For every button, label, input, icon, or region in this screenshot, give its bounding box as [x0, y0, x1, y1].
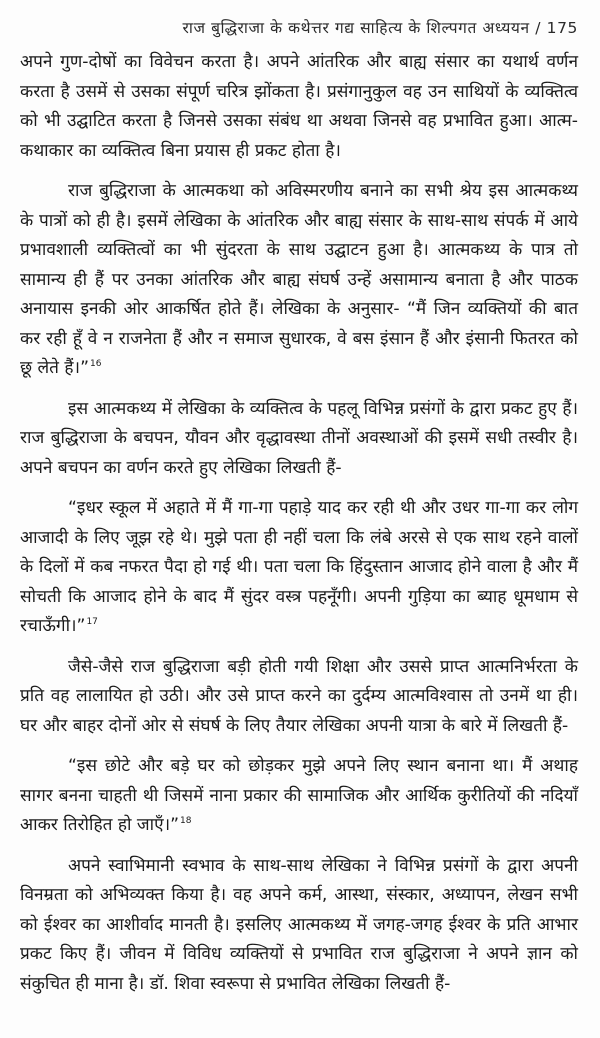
paragraph-text: राज बुद्धिराजा के आत्मकथा को अविस्मरणीय बनाने का सभी श्रेय इस आत्मकथ्य के पात्रों को ही है। इसमें लेखिका के आंतरिक और बाह्य संसार के साथ-साथ संपर्क में आये प्रभावशाली व्यक्तित्वों का भी सुंदरता के साथ उद्घाटन हुआ है। आत्मकथ्य के पात्र तो सामान्य ही हैं पर उनका आंतरिक और बाह्य संघर्ष उन्हें असामान्य बनाता है और पाठक अनायास इनकी ओर आकर्षित होते हैं। लेखिका के अनुसार- “मैं जिन व्यक्तियों की बात कर रही हूँ वे न राजनेता हैं और न समाज सुधारक, वे बस इंसान हैं और इंसानी फितरत को छू लेते हैं।” [20, 181, 578, 378]
block-quote [20, 752, 578, 841]
paragraph [20, 653, 578, 742]
footnote-marker: 17 [86, 617, 98, 628]
paragraph [20, 395, 578, 484]
paragraph-text: अपने स्वाभिमानी स्वभाव के साथ-साथ लेखिका ने विभिन्न प्रसंगों के द्वारा अपनी विनम्रता को अभिव्यक्त किया है। वह अपने कर्म, आस्था, संस्कार, अध्यापन, लेखन सभी को ईश्वर का आशीर्वाद मानती है। इसलिए आत्मकथ्य में जगह-जगह ईश्वर के प्रति आभार प्रकट किए हैं। जीवन में विविध व्यक्तियों से प्रभावित राज बुद्धिराजा ने अपने ज्ञान को संकुचित ही माना है। डॉ. शिवा स्वरूपा से प्रभावित लेखिका लिखती हैं- [20, 855, 578, 994]
paragraph-text: जैसे-जैसे राज बुद्धिराजा बड़ी होती गयी शिक्षा और उससे प्राप्त आत्मनिर्भरता के प्रति वह लालायित हो उठी। और उसे प्राप्त करने का दुर्दम्य आत्मविश्वास तो उनमें था ही। घर और बाहर दोनों ओर से संघर्ष के लिए तैयार लेखिका अपनी यात्रा के बारे में लिखती हैं- [20, 656, 578, 736]
block-quote [20, 494, 578, 642]
running-title: राज बुद्धिराजा के कथेत्तर गद्य साहित्य के शिल्पगत अध्ययन [182, 19, 530, 37]
header-separator: / [529, 19, 547, 37]
footnote-marker: 16 [89, 359, 102, 370]
quote-text: “इस छोटे और बड़े घर को छोड़कर मुझे अपने लिए स्थान बनाना था। मैं अथाह सागर बनना चाहती थी जिसमें नाना प्रकार की सामाजिक और आर्थिक कुरीतियों की नदियाँ आकर तिरोहित हो जाएँ।” [20, 756, 578, 835]
paragraph-continuation [20, 48, 578, 166]
paragraph-text: अपने गुण-दोषों का विवेचन करता है। अपने आंतरिक और बाह्य संसार का यथार्थ वर्णन करता है उसमें से उसका संपूर्ण चरित्र झोंकता है। प्रसंगानुकुल वह उन साथियों के व्यक्तित्व को भी उद्घाटित करता है जिनसे उसका संबंध था अथवा जिनसे वह प्रभावित हुआ। आत्म-कथाकार का व्यक्तित्व बिना प्रयास ही प्रकट होता है। [20, 52, 578, 161]
paragraph [20, 177, 578, 384]
body-text [20, 48, 578, 1010]
footnote-marker: 18 [180, 816, 192, 827]
paragraph-text: इस आत्मकथ्य में लेखिका के व्यक्तित्व के पहलू विभिन्न प्रसंगों के द्वारा प्रकट हुए हैं। राज बुद्धिराजा के बचपन, यौवन और वृद्धावस्था तीनों अवस्थाओं की इसमें सधी तस्वीर है। अपने बचपन का वर्णन करते हुए लेखिका लिखती हैं- [20, 398, 578, 478]
paragraph [20, 852, 578, 1000]
page-number: 175 [546, 19, 578, 37]
running-header [20, 16, 578, 38]
quote-text: “इधर स्कूल में अहाते में मैं गा-गा पहाड़े याद कर रही थी और उधर गा-गा कर लोग आजादी के लिए जूझ रहे थे। मुझे पता ही नहीं चला कि लंबे अरसे से एक साथ रहने वालों के दिलों में कब नफरत पैदा हो गई थी। पता चला कि हिंदुस्तान आजाद होने वाला है और मैं सोचती कि आजाद होने के बाद मैं सुंदर वस्त्र पहनूँगी। अपनी गुड़िया का ब्याह धूमधाम से रचाऊँगी।” [20, 498, 578, 636]
